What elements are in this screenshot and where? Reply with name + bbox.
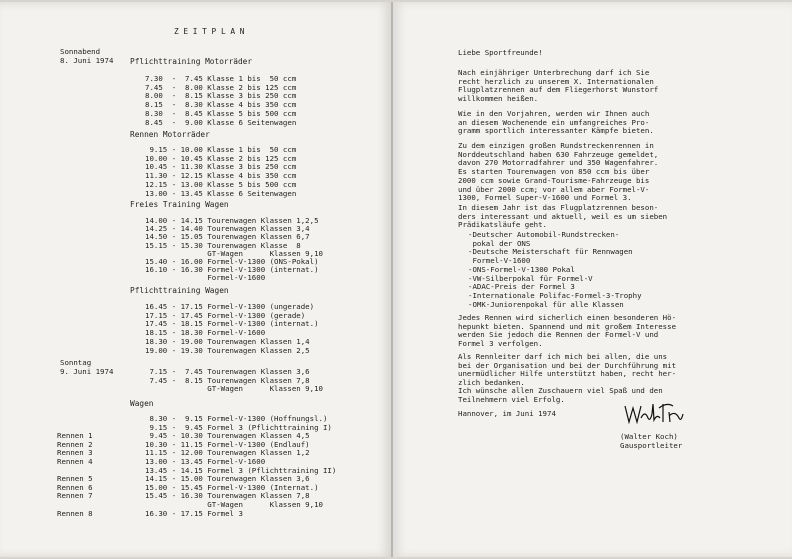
schedule-row: 7.45 - 8.15 Tourenwagen Klassen 7,8: [145, 375, 310, 385]
schedule-row: 17.15 - 17.45 Formel-V-1300 (gerade): [145, 310, 306, 320]
schedule-row: 14.50 - 15.05 Tourenwagen Klassen 6,7: [145, 232, 310, 242]
schedule-row: 8.30 - 9.15 Formel-V-1300 (Hoffnungsl.): [145, 414, 328, 423]
schedule-row: 7.30 - 7.45 Klasse 1 bis 50 ccm: [145, 74, 297, 83]
letter-line: 1300, Formel Super-V-1600 und Formel 3.: [458, 193, 632, 203]
section-title-motorrad-training: Pflichttraining Motorräder: [130, 57, 253, 66]
day-date-sunday: 9. Juni 1974: [60, 367, 114, 376]
letter-line: Teilnehmern viel Erfolg.: [458, 394, 565, 404]
schedule-row: 7.15 - 7.45 Tourenwagen Klassen 3,6: [145, 367, 310, 376]
letter-line: Prädikatsläufe geht.: [458, 220, 547, 230]
race-label: Rennen 5: [57, 474, 93, 483]
schedule-row: 12.15 - 13.00 Klasse 5 bis 500 ccm: [145, 179, 297, 189]
letter-line: Norddeutschland haben 630 Fahrzeuge gemeldet,: [458, 149, 659, 159]
letter-line: gramm sportlich interessanter Kämpfe bieten.: [458, 126, 654, 136]
letter-line: Zu dem einzigen großen Rundstreckenrennen in: [458, 141, 654, 150]
schedule-row: Formel-V-1600: [145, 273, 266, 283]
letter-line: ders interessant und aktuell, weil es um sieben: [458, 211, 668, 221]
schedule-row: 16.10 - 16.30 Formel-V-1300 (internat.): [145, 265, 319, 275]
schedule-row: 9.15 - 10.00 Klasse 1 bis 50 ccm: [145, 145, 297, 154]
schedule-row: 13.00 - 13.45 Formel-V-1600: [145, 457, 266, 466]
schedule-row: GT-Wagen Klassen 9,10: [145, 248, 323, 258]
letter-line: recht herzlich zu unserem X. Internationalen: [458, 76, 654, 86]
handwritten-signature: [623, 400, 685, 426]
trophy-list-item: -Deutsche Meisterschaft für Rennwagen: [468, 247, 633, 257]
trophy-list-item: -ONS-Formel-V-1300 Pokal: [468, 264, 575, 274]
schedule-row: 9.15 - 9.45 Formel 3 (Pflichttraining I): [145, 422, 332, 432]
race-label: Rennen 8: [57, 509, 93, 518]
section-title-freies-training: Freies Training Wagen: [130, 200, 229, 209]
trophy-list-item: pokal der ONS: [468, 238, 531, 248]
letter-line: Jedes Rennen wird sicherlich einen besonderen Hö-: [458, 313, 677, 322]
signer-title: Gausportleiter: [620, 441, 683, 450]
schedule-row: 13.00 - 13.45 Klasse 6 Seitenwagen: [145, 188, 297, 198]
trophy-list-item: -Internationale Polifac-Formel-3-Trophy: [468, 290, 642, 300]
section-title-motorrad-rennen: Rennen Motorräder: [130, 130, 210, 139]
race-label: Rennen 6: [57, 483, 93, 492]
letter-line: Es starten Tourenwagen von 850 ccm bis über: [458, 167, 650, 177]
letter-line: In diesem Jahr ist das Flugplatzrennen beson-: [458, 203, 659, 212]
trophy-list-item: -ADAC-Preis der Formel 3: [468, 282, 575, 292]
letter-line: zlich bedanken.: [458, 378, 525, 388]
letter-line: Nach einjähriger Unterbrechung darf ich Sie: [458, 68, 650, 77]
schedule-row: 10.30 - 11.15 Formel-V-1300 (Endlauf): [145, 439, 310, 449]
day-label-saturday: Sonnabend: [60, 47, 101, 56]
race-label: Rennen 3: [57, 448, 93, 457]
schedule-row: 11.15 - 12.00 Tourenwagen Klassen 1,2: [145, 448, 310, 458]
letter-line: an diesem Wochenende ein umfangreiches Pro-: [458, 117, 650, 127]
schedule-row: 15.15 - 15.30 Tourenwagen Klasse 8: [145, 240, 301, 250]
signer-name: (Walter Koch): [620, 432, 678, 441]
schedule-title: Z E I T P L A N: [174, 27, 245, 36]
schedule-row: 15.40 - 16.00 Formel-V-1300 (ONS-Pokal): [145, 257, 319, 266]
schedule-row: 16.45 - 17.15 Formel-V-1300 (ungerade): [145, 302, 315, 311]
schedule-row: 8.00 - 8.15 Klasse 3 bis 250 ccm: [145, 91, 297, 101]
schedule-row: 8.15 - 8.30 Klasse 4 bis 350 ccm: [145, 100, 297, 110]
schedule-row: 14.00 - 14.15 Tourenwagen Klassen 1,2,5: [145, 216, 319, 225]
schedule-row: 10.00 - 10.45 Klasse 2 bis 125 ccm: [145, 153, 297, 163]
letter-line: 2000 ccm sowie Grand-Tourisme-Fahrzeuge bis: [458, 175, 650, 185]
letter-line: hepunkt bieten. Spannend und mit großem Interesse: [458, 321, 677, 331]
race-label: Rennen 7: [57, 491, 93, 500]
letter-line: willkommen heißen.: [458, 94, 539, 104]
schedule-row: GT-Wagen Klassen 9,10: [145, 500, 323, 509]
trophy-list-item: -Deutscher Automobil-Rundstrecken-: [468, 230, 620, 239]
letter-line: Wie in den Vorjahren, werden wir Ihnen auch: [458, 109, 650, 118]
page-fold: [391, 2, 393, 557]
section-title-wagen: Wagen: [130, 399, 154, 408]
schedule-row: 16.30 - 17.15 Formel 3: [145, 508, 243, 518]
race-label: Rennen 1: [57, 431, 93, 440]
day-date-saturday: 8. Juni 1974: [60, 56, 114, 65]
schedule-row: 15.00 - 15.45 Formel-V-1300 (Internat.): [145, 482, 319, 492]
schedule-row: 8.45 - 9.00 Klasse 6 Seitenwagen: [145, 117, 297, 127]
letter-greeting: Liebe Sportfreunde!: [458, 48, 543, 57]
letter-line: Ich wünsche allen Zuschauern viel Spaß und den: [458, 386, 663, 395]
letter-line: Als Rennleiter darf ich mich bei allen, die uns: [458, 352, 668, 361]
letter-line: Formel 3 verfolgen.: [458, 339, 543, 349]
letter-line: und über 2000 ccm; vor allem aber Formel-V-: [458, 184, 650, 194]
letter-line: werden Sie jedoch die Rennen der Formel-V und: [458, 330, 659, 340]
schedule-row: 13.45 - 14.15 Formel 3 (Pflichttraining II): [145, 465, 337, 475]
schedule-row: 15.45 - 16.30 Tourenwagen Klassen 7,8: [145, 491, 310, 501]
day-label-sunday: Sonntag: [60, 358, 92, 367]
letter-line: bei der Organisation und bei der Durchführung mit: [458, 360, 677, 370]
program-spread: [0, 2, 792, 557]
schedule-row: 17.45 - 18.15 Formel-V-1300 (internat.): [145, 319, 319, 329]
section-title-pflichttraining-wagen: Pflichttraining Wagen: [130, 286, 229, 295]
trophy-list-item: -OMK-Juniorenpokal für alle Klassen: [468, 299, 624, 309]
schedule-row: 11.30 - 12.15 Klasse 4 bis 350 ccm: [145, 171, 297, 181]
trophy-list-item: Formel-V-1600: [468, 256, 531, 266]
schedule-row: 8.30 - 8.45 Klasse 5 bis 500 ccm: [145, 108, 297, 118]
trophy-list-item: -VW-Silberpokal für Formel-V: [468, 273, 593, 283]
letter-line: davon 270 Motorradfahrer und 350 Wagenfahrer.: [458, 158, 659, 168]
race-label: Rennen 2: [57, 440, 93, 449]
schedule-row: 9.45 - 10.30 Tourenwagen Klassen 4,5: [145, 431, 310, 441]
schedule-row: 19.00 - 19.30 Tourenwagen Klassen 2,5: [145, 345, 310, 355]
schedule-row: 18.15 - 18.30 Formel-V-1600: [145, 328, 266, 338]
schedule-row: 10.45 - 11.30 Klasse 3 bis 250 ccm: [145, 162, 297, 172]
schedule-row: 14.15 - 15.00 Tourenwagen Klassen 3,6: [145, 474, 310, 484]
letter-line: Flugplatzrennen auf dem Fliegerhorst Wunstorf: [458, 85, 659, 95]
schedule-row: GT-Wagen Klassen 9,10: [145, 384, 323, 394]
letter-line: unermüdlicher Hilfe unterstützt haben, recht her-: [458, 369, 677, 379]
race-label: Rennen 4: [57, 457, 93, 466]
place-and-date: Hannover, im Juni 1974: [458, 409, 556, 418]
schedule-row: 18.30 - 19.00 Tourenwagen Klassen 1,4: [145, 336, 310, 346]
schedule-row: 14.25 - 14.40 Tourenwagen Klassen 3,4: [145, 224, 310, 234]
schedule-row: 7.45 - 8.00 Klasse 2 bis 125 ccm: [145, 82, 297, 92]
